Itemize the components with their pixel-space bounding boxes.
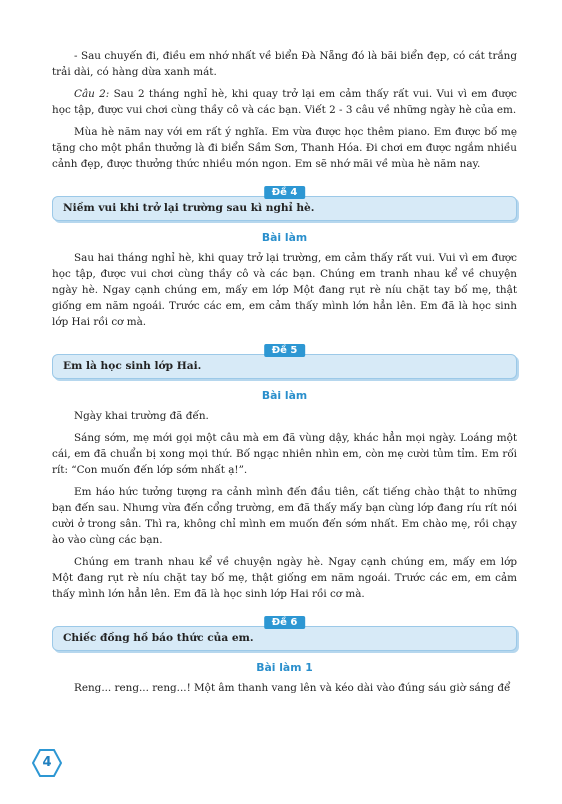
de4-tag: Đề 4 <box>264 186 306 199</box>
intro-paragraph-3: Mùa hè năm nay với em rất ý nghĩa. Em vừa được học thêm piano. Em được bố mẹ tặng cho một phần thưởng là đi biển Sầm Sơn, Thanh Hóa. Đi chơi em được ngắm nhiều cảnh đẹp, được thưởng thức nhiều món ngon. Em sẽ nhớ mãi về mùa hè năm nay. <box>52 126 517 170</box>
page-content <box>52 48 517 702</box>
de5-topic-box: Em là học sinh lớp Hai. <box>52 354 517 379</box>
de5-heading: Bài làm <box>261 389 308 402</box>
intro-paragraph-1: - Sau chuyến đi, điều em nhớ nhất về biển Đà Nẵng đó là bãi biển đẹp, có cát trắng trải dài, có hàng dừa xanh mát. <box>52 50 517 78</box>
page-number: 4 <box>42 755 52 770</box>
question-2-paragraph <box>52 86 517 118</box>
de5-paragraph-3: Em háo hức tưởng tượng ra cảnh mình đến đầu tiên, cất tiếng chào thật to những bạn đến sau. Nhưng vừa đến cổng trường, em đã thấy mấy bạn cùng lớp đang ríu rít nói cười ở trong sân. Thì ra, không chỉ mình em muốn đến sớm nhất. Em chào mẹ, rồi chạy ào vào cùng các bạn. <box>52 486 517 546</box>
de4-heading: Bài làm <box>261 231 308 244</box>
de4-paragraph-1: Sau hai tháng nghỉ hè, khi quay trở lại trường, em cảm thấy rất vui. Vui vì em được học tập, được vui chơi cùng thầy cô và các bạn. Chúng em tranh nhau kể về chuyện ngày hè. Ngay cạnh chúng em, mấy em lớp Một đang rụt rè níu chặt tay bố mẹ, thật giống em năm ngoái. Trước các em, em cảm thấy mình lớn hẳn lên. Em đã là học sinh lớp Hai rồi cơ mà. <box>52 252 517 328</box>
de5-paragraph-2: Sáng sớm, mẹ mới gọi một câu mà em đã vùng dậy, khác hẳn mọi ngày. Loáng một cái, em đã chuẩn bị xong mọi thứ. Bố ngạc nhiên nhìn em, còn mẹ cười tủm tỉm. Em rối rít: “Con muốn đến lớp sớm nhất ạ!”. <box>52 432 517 476</box>
question-2-label: Câu 2: <box>74 88 110 100</box>
de6-paragraph-1: Reng... reng... reng...! Một âm thanh vang lên và kéo dài vào đúng sáu giờ sáng để <box>74 682 511 694</box>
de5-paragraph-1: Ngày khai trường đã đến. <box>74 410 209 422</box>
de5-tag: Đề 5 <box>264 344 306 357</box>
page-number-badge <box>32 748 62 778</box>
de5-paragraph-4: Chúng em tranh nhau kể về chuyện ngày hè. Ngay cạnh chúng em, mấy em lớp Một đang rụt rè níu chặt tay bố mẹ, thật giống em năm ngoái. Trước các em, em cảm thấy mình lớn hẳn lên. Em đã là học sinh lớp Hai rồi cơ mà. <box>52 556 517 600</box>
de6-heading: Bài làm 1 <box>256 661 313 674</box>
de6-tag: Đề 6 <box>264 616 306 629</box>
question-2-text: Sau 2 tháng nghỉ hè, khi quay trở lại em cảm thấy rất vui. Vui vì em được học tập, được vui chơi cùng thầy cô và các bạn. Viết 2 - 3 câu về những ngày hè của em. <box>52 88 517 116</box>
de4-topic-box: Niềm vui khi trở lại trường sau kì nghỉ hè. <box>52 196 517 221</box>
de6-topic-box: Chiếc đồng hồ báo thức của em. <box>52 626 517 651</box>
